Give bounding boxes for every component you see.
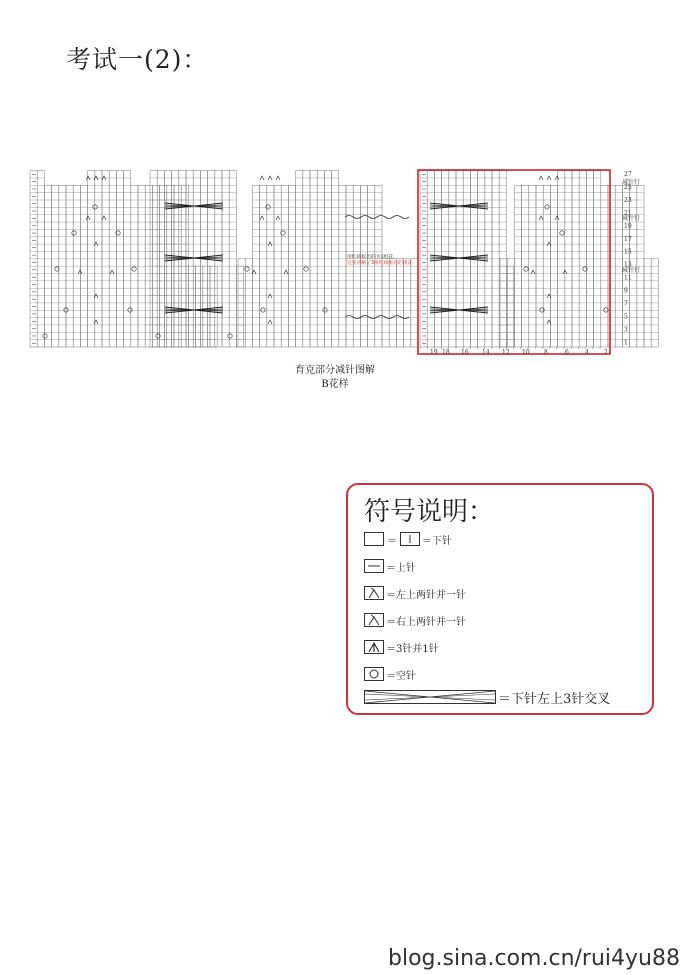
cable-cross-1 bbox=[165, 255, 223, 261]
decrease-12 bbox=[276, 176, 280, 180]
caption-line-1: 育克部分减针图解 bbox=[295, 365, 375, 376]
column-number: 12 bbox=[502, 349, 510, 356]
decrease-11 bbox=[268, 176, 272, 180]
decrease-3 bbox=[86, 216, 90, 220]
legend-text-yarn-over: ＝空针 bbox=[386, 670, 416, 682]
decrease-23 bbox=[539, 216, 543, 220]
repeat-frame bbox=[418, 170, 610, 354]
yarn-over-3 bbox=[55, 267, 59, 271]
decrease-14 bbox=[276, 216, 280, 220]
legend-item-purl bbox=[364, 557, 416, 575]
column-number: 16 bbox=[461, 349, 469, 356]
column-number: 2 bbox=[604, 349, 608, 356]
row-number: 1 bbox=[624, 339, 628, 347]
yarn-over-10 bbox=[304, 267, 308, 271]
vertical-bar-icon bbox=[400, 532, 420, 546]
circle-icon bbox=[364, 667, 384, 681]
legend-item-yarn-over bbox=[364, 665, 416, 683]
column-number: 8 bbox=[544, 349, 548, 356]
cable-cross-2 bbox=[165, 307, 223, 313]
yarn-over-13 bbox=[281, 231, 285, 235]
row-number: 3 bbox=[624, 326, 628, 334]
chart-caption bbox=[0, 364, 690, 392]
yarn-over-4 bbox=[132, 267, 136, 271]
cable-cross-4 bbox=[430, 255, 488, 261]
decrease-10 bbox=[260, 176, 264, 180]
column-number: 6 bbox=[565, 349, 569, 356]
blog-watermark: blog.sina.com.cn/rui4yu88 bbox=[388, 946, 680, 971]
legend-text-purl: ＝上针 bbox=[386, 562, 416, 574]
yarn-over-18 bbox=[604, 308, 608, 312]
row-number: 5 bbox=[624, 313, 628, 321]
legend-item-k3tog bbox=[364, 638, 439, 656]
decrease-19 bbox=[268, 320, 272, 324]
cable-cross-icon bbox=[364, 690, 496, 704]
decrease-label-1: 减针行 bbox=[622, 179, 641, 186]
decrease-24 bbox=[555, 216, 559, 220]
yarn-over-11 bbox=[261, 308, 265, 312]
yarn-over-17 bbox=[540, 308, 544, 312]
column-number: 10 bbox=[522, 349, 530, 356]
chart-note-line2: 这里省略了3组红线框住的组花 bbox=[347, 261, 413, 266]
yarn-over-21 bbox=[228, 334, 232, 338]
row-number: 15 bbox=[624, 248, 632, 256]
legend-text-k2tog-right: ＝右上两针并一针 bbox=[386, 616, 466, 628]
yarn-over-0 bbox=[43, 334, 47, 338]
yarn-over-2 bbox=[128, 308, 132, 312]
right-lean-decrease-icon bbox=[364, 613, 384, 627]
page-title: 考试一(2)： bbox=[66, 45, 209, 74]
yarn-over-19 bbox=[560, 231, 564, 235]
yarn-over-12 bbox=[323, 308, 327, 312]
yarn-over-15 bbox=[524, 267, 528, 271]
decrease-13 bbox=[260, 216, 264, 220]
yarn-over-9 bbox=[245, 267, 249, 271]
row-number: 13 bbox=[624, 261, 632, 269]
decrease-18 bbox=[268, 294, 272, 298]
legend-text-k2tog-left: ＝左上两针并一针 bbox=[386, 589, 466, 601]
legend-item-k2tog-right bbox=[364, 611, 466, 629]
column-number: 14 bbox=[482, 349, 490, 356]
legend-item-knit: ＝ ＝下针 bbox=[364, 530, 452, 548]
chart-note-line1: 用红线框出的为1组花， bbox=[347, 255, 399, 260]
legend-text-k3tog: ＝3针并1针 bbox=[386, 643, 439, 655]
column-number: 19 bbox=[430, 349, 438, 356]
blank-square-icon bbox=[364, 532, 384, 546]
row-number: 25 bbox=[624, 183, 632, 191]
symbol-legend bbox=[346, 483, 654, 715]
yarn-over-6 bbox=[72, 231, 76, 235]
row-number: 11 bbox=[624, 274, 632, 282]
dash-icon bbox=[364, 559, 384, 573]
legend-item-cable bbox=[364, 687, 610, 707]
decrease-21 bbox=[547, 176, 551, 180]
chart-block-2 bbox=[150, 171, 244, 347]
decrease-label-2: 减针行 bbox=[622, 215, 641, 222]
cable-cross-0 bbox=[165, 203, 223, 209]
row-number: 17 bbox=[624, 235, 632, 243]
cable-cross-5 bbox=[430, 307, 488, 313]
cable-cross-3 bbox=[430, 203, 488, 209]
row-number: 23 bbox=[624, 196, 632, 204]
yarn-over-8 bbox=[266, 205, 270, 209]
legend-text-cable: ＝下针左上3针交叉 bbox=[498, 691, 611, 707]
legend-text-knit: ＝下针 bbox=[422, 535, 452, 547]
chart-block-5 bbox=[500, 171, 658, 347]
row-number: 21 bbox=[624, 209, 632, 217]
caption-line-2: B花样 bbox=[321, 379, 349, 390]
decrease-4 bbox=[102, 216, 106, 220]
legend-item-k2tog-left bbox=[364, 584, 466, 602]
row-number: 9 bbox=[624, 287, 628, 295]
row-number: 27 bbox=[624, 171, 632, 178]
legend-title: 符号说明： bbox=[364, 497, 495, 527]
row-number: 19 bbox=[624, 222, 632, 230]
decrease-20 bbox=[539, 176, 543, 180]
three-together-icon bbox=[364, 640, 384, 654]
row-number: 7 bbox=[624, 300, 628, 308]
left-lean-decrease-icon bbox=[364, 586, 384, 600]
column-number: 4 bbox=[585, 349, 589, 356]
chart-grid bbox=[30, 171, 658, 347]
column-number: 18 bbox=[442, 349, 450, 356]
yarn-over-14 bbox=[545, 205, 549, 209]
decrease-label-3: 减针行 bbox=[622, 267, 641, 274]
knitting-chart bbox=[0, 0, 690, 360]
